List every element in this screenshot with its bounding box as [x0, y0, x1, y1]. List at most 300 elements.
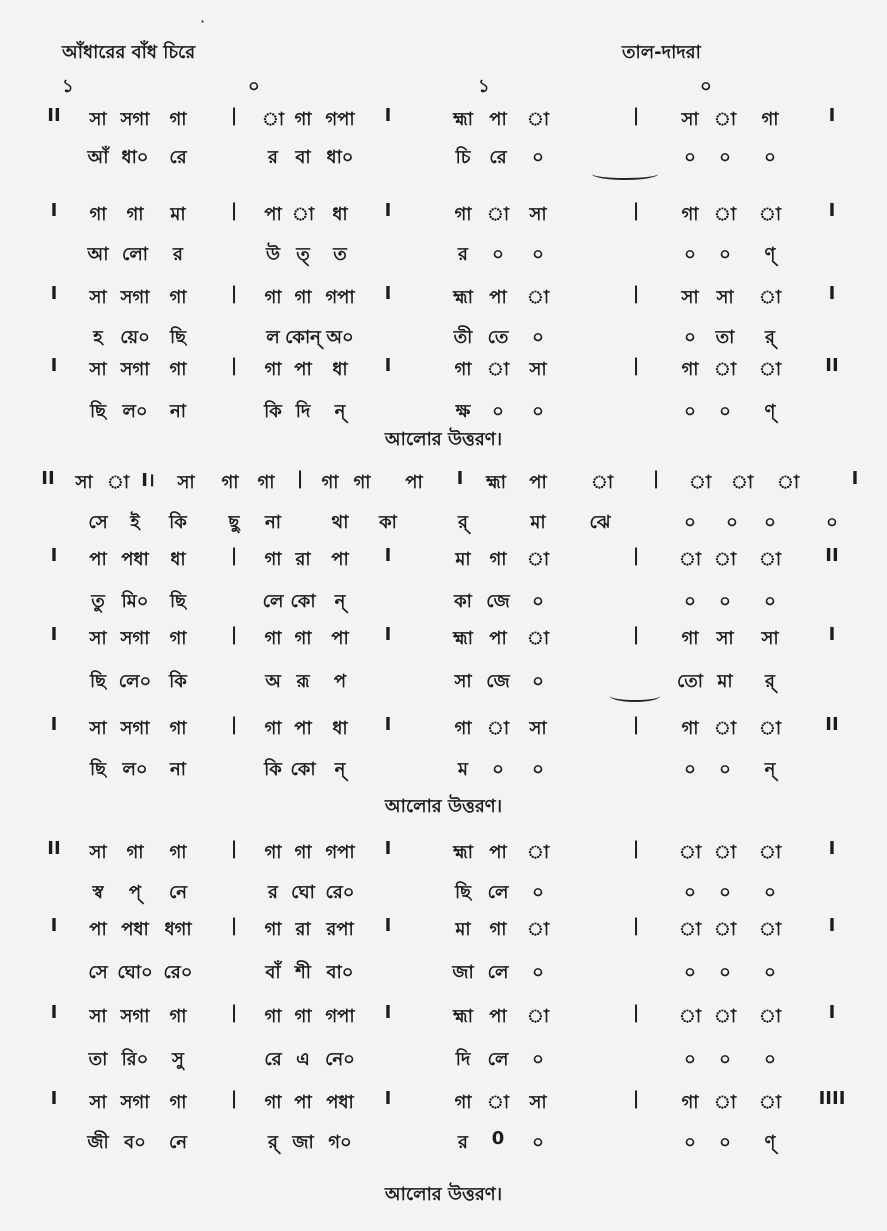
- lyric-syllable: ০: [719, 147, 731, 168]
- bar-separator: I: [50, 200, 58, 221]
- swara-note: সা: [716, 287, 734, 308]
- lyric-syllable: ০: [764, 882, 776, 903]
- swara-note: পা: [294, 1092, 312, 1113]
- swara-note: সা: [89, 1006, 107, 1027]
- lyric-syllable: কো: [290, 591, 316, 612]
- swara-note: া: [678, 1006, 702, 1027]
- bar-separator: I: [828, 283, 836, 304]
- swara-note: মা: [455, 549, 471, 570]
- lyric-syllable: ত: [333, 244, 347, 265]
- lyric-syllable: ছি: [454, 882, 472, 903]
- lyric-syllable: লে: [487, 1049, 509, 1070]
- swara-line: [0, 200, 887, 230]
- swara-note: সা: [89, 359, 107, 380]
- swara-note: গা: [454, 204, 472, 225]
- swara-note: রপা: [326, 919, 354, 940]
- lyric-syllable: কো: [290, 759, 316, 780]
- swara-note: গপা: [325, 287, 355, 308]
- lyric-syllable: ০: [764, 1049, 776, 1070]
- lyric-syllable: তা: [715, 327, 735, 348]
- bar-separator: |: [230, 838, 238, 859]
- swara-note: সগা: [120, 718, 150, 739]
- lyric-syllable: গ০: [328, 1132, 352, 1153]
- bar-separator: |: [230, 200, 238, 221]
- swara-note: া: [713, 718, 737, 739]
- swara-note: সগা: [120, 287, 150, 308]
- bar-separator: |: [230, 105, 238, 126]
- swara-note: রা: [295, 919, 311, 940]
- bar-separator: I: [828, 624, 836, 645]
- lyric-syllable: ছি: [169, 327, 187, 348]
- bar-separator: |: [632, 200, 640, 221]
- lyric-syllable: প্: [128, 882, 142, 903]
- bar-separator: |: [230, 714, 238, 735]
- lyric-syllable: র্: [268, 1132, 278, 1153]
- swara-note: পা: [489, 287, 507, 308]
- swara-note: া: [758, 549, 782, 570]
- swara-note: া: [688, 472, 712, 493]
- swara-note: মা: [170, 204, 186, 225]
- bar-separator: |: [632, 838, 640, 859]
- swara-note: গা: [264, 842, 282, 863]
- lyric-syllable: ধা০: [326, 147, 354, 168]
- lyric-syllable: কি: [169, 671, 187, 692]
- swara-note: পধা: [326, 1092, 354, 1113]
- bar-separator: II: [825, 545, 839, 566]
- lyric-syllable: জা: [292, 1132, 314, 1153]
- lyric-syllable: ন্: [764, 759, 776, 780]
- slur-mark: [610, 690, 660, 702]
- bar-separator: I: [50, 283, 58, 304]
- lyric-line: [0, 323, 887, 353]
- lyric-syllable: ০: [719, 591, 731, 612]
- lyric-syllable: অ: [265, 671, 281, 692]
- swara-note: হ্মা: [486, 472, 506, 493]
- bar-separator: |: [230, 915, 238, 936]
- swara-note: সা: [75, 472, 93, 493]
- lyric-syllable: ০: [764, 512, 776, 533]
- swara-note: সগা: [120, 109, 150, 130]
- lyric-syllable: জী: [87, 1132, 109, 1153]
- lyric-syllable: ০: [719, 882, 731, 903]
- lyric-syllable: ০: [684, 1049, 696, 1070]
- lyric-syllable: ণ্: [764, 1132, 776, 1153]
- lyric-line: [0, 240, 887, 270]
- bar-separator: |: [230, 283, 238, 304]
- swara-note: পা: [294, 359, 312, 380]
- swara-note: গা: [321, 472, 339, 493]
- bar-separator: IIII: [818, 1088, 846, 1109]
- swara-note: গপা: [325, 842, 355, 863]
- bar-separator: I: [456, 468, 464, 489]
- bar-separator: I: [384, 283, 392, 304]
- swara-note: া: [758, 359, 782, 380]
- lyric-syllable: ধা০: [121, 147, 149, 168]
- lyric-syllable: ০: [719, 244, 731, 265]
- swara-note: া: [526, 919, 550, 940]
- lyric-syllable: বাঁ: [265, 962, 281, 983]
- swara-line: [0, 355, 887, 385]
- swara-note: গা: [169, 842, 187, 863]
- bar-separator: I: [50, 915, 58, 936]
- lyric-syllable: লে: [487, 882, 509, 903]
- swara-line: [0, 838, 887, 868]
- bar-separator: II: [47, 105, 61, 126]
- lyric-syllable: কা: [454, 591, 472, 612]
- swara-note: হ্মা: [453, 1006, 473, 1027]
- lyric-syllable: ক্ষ: [455, 401, 471, 422]
- swara-note: া: [678, 919, 702, 940]
- swara-note: গা: [353, 472, 371, 493]
- bar-separator: I: [828, 105, 836, 126]
- lyric-line: [0, 397, 887, 427]
- tala-label: তাল-দাদরা: [622, 42, 701, 63]
- lyric-syllable: ছু: [228, 512, 240, 533]
- lyric-syllable: কোন্: [285, 327, 321, 348]
- lyric-syllable: কি: [264, 401, 282, 422]
- swara-note: া: [758, 718, 782, 739]
- swara-note: গা: [264, 1092, 282, 1113]
- swara-note: সা: [529, 718, 547, 739]
- bar-separator: I: [384, 200, 392, 221]
- swara-note: পা: [89, 919, 107, 940]
- bar-separator: |: [632, 545, 640, 566]
- swara-note: া: [758, 1092, 782, 1113]
- swara-note: গা: [681, 1092, 699, 1113]
- swara-note: গা: [264, 287, 282, 308]
- lyric-syllable: ত্: [296, 244, 310, 265]
- slur-mark: [592, 168, 658, 180]
- lyric-syllable: ছি: [89, 401, 107, 422]
- swara-note: গা: [169, 1006, 187, 1027]
- swara-note: সা: [681, 109, 699, 130]
- swara-line: [0, 1088, 887, 1118]
- swara-note: মা: [455, 919, 471, 940]
- swara-note: া: [526, 287, 550, 308]
- lyric-syllable: অ০: [326, 327, 354, 348]
- lyric-syllable: লো: [122, 244, 148, 265]
- bar-separator: |: [632, 1002, 640, 1023]
- swara-note: গা: [264, 628, 282, 649]
- song-title: আঁধারের বাঁধ চিরে: [62, 42, 196, 63]
- swara-note: া: [730, 472, 754, 493]
- lyric-syllable: না: [170, 759, 186, 780]
- lyric-syllable: দি: [455, 1049, 471, 1070]
- lyric-syllable: নে০: [325, 1049, 355, 1070]
- lyric-syllable: লে: [487, 962, 509, 983]
- lyric-syllable: জা: [452, 962, 474, 983]
- bar-separator: I: [384, 624, 392, 645]
- lyric-syllable: ০: [684, 759, 696, 780]
- bar-separator: I: [50, 714, 58, 735]
- lyric-syllable: থা: [331, 512, 349, 533]
- lyric-syllable: সু: [172, 1049, 184, 1070]
- lyric-syllable: ল০: [122, 759, 148, 780]
- bar-separator: |: [632, 355, 640, 376]
- lyric-syllable: ছি: [89, 671, 107, 692]
- lyric-syllable: 0: [491, 1128, 505, 1149]
- lyric-syllable: ০: [764, 147, 776, 168]
- lyric-syllable: দি: [295, 401, 311, 422]
- swara-note: পা: [89, 549, 107, 570]
- swara-note: সগা: [120, 359, 150, 380]
- bar-separator: |: [230, 1002, 238, 1023]
- swara-note: ধা: [332, 359, 348, 380]
- swara-note: পা: [405, 472, 423, 493]
- swara-note: া: [486, 718, 510, 739]
- swara-note: সা: [89, 842, 107, 863]
- swara-line: [0, 624, 887, 654]
- lyric-syllable: ০: [826, 512, 838, 533]
- bar-separator: |: [652, 468, 660, 489]
- swara-note: পা: [489, 109, 507, 130]
- swara-note: গা: [169, 1092, 187, 1113]
- bar-separator: I: [384, 915, 392, 936]
- lyric-syllable: উ: [265, 244, 281, 265]
- lyric-syllable: ০: [719, 401, 731, 422]
- swara-note: া: [758, 204, 782, 225]
- swara-note: া: [526, 109, 550, 130]
- lyric-syllable: ব০: [124, 1132, 146, 1153]
- swara-note: া: [486, 1092, 510, 1113]
- swara-note: গপা: [325, 109, 355, 130]
- swara-note: া: [678, 549, 702, 570]
- lyric-syllable: কি: [264, 759, 282, 780]
- lyric-syllable: ০: [492, 759, 504, 780]
- lyric-syllable: ০: [532, 244, 544, 265]
- swara-note: গা: [681, 628, 699, 649]
- swara-note: হ্মা: [453, 842, 473, 863]
- swara-note: গা: [126, 842, 144, 863]
- lyric-syllable: মা: [530, 512, 546, 533]
- refrain-line: আলোর উত্তরণ।: [384, 429, 503, 450]
- lyric-syllable: রে০: [163, 962, 193, 983]
- lyric-syllable: জে: [486, 591, 510, 612]
- swara-note: সা: [716, 628, 734, 649]
- lyric-syllable: ০: [684, 882, 696, 903]
- swara-note: সা: [177, 472, 195, 493]
- lyric-syllable: রি০: [121, 1049, 149, 1070]
- lyric-syllable: তো: [676, 671, 704, 692]
- lyric-syllable: জে: [486, 671, 510, 692]
- swara-note: া: [713, 842, 737, 863]
- swara-note: গা: [257, 472, 275, 493]
- swara-note: গা: [681, 359, 699, 380]
- lyric-syllable: ০: [532, 147, 544, 168]
- swara-note: গা: [454, 1092, 472, 1113]
- swara-note: গা: [169, 109, 187, 130]
- swara-note: সা: [89, 628, 107, 649]
- bar-separator: |: [632, 915, 640, 936]
- lyric-syllable: তে: [487, 327, 509, 348]
- swara-note: া: [713, 1092, 737, 1113]
- lyric-syllable: ০: [532, 327, 544, 348]
- beat-marker: ০: [700, 76, 712, 97]
- swara-note: া: [106, 472, 130, 493]
- bar-separator: II: [41, 468, 55, 489]
- swara-note: া: [758, 1006, 782, 1027]
- bar-separator: |: [296, 468, 304, 489]
- lyric-syllable: ছি: [89, 759, 107, 780]
- swara-note: া: [713, 1006, 737, 1027]
- bar-separator: I: [384, 1088, 392, 1109]
- swara-note: গা: [126, 204, 144, 225]
- swara-note: া: [713, 204, 737, 225]
- lyric-syllable: ০: [719, 1132, 731, 1153]
- lyric-syllable: র্: [765, 327, 775, 348]
- lyric-line: [0, 755, 887, 785]
- swara-note: গা: [169, 628, 187, 649]
- lyric-syllable: মি০: [121, 591, 149, 612]
- lyric-syllable: না: [170, 401, 186, 422]
- lyric-syllable: এ: [296, 1049, 310, 1070]
- swara-line: [0, 1002, 887, 1032]
- swara-note: গা: [169, 287, 187, 308]
- swara-note: া: [713, 359, 737, 380]
- lyric-syllable: ০: [492, 244, 504, 265]
- swara-note: গা: [454, 718, 472, 739]
- bar-separator: I: [384, 838, 392, 859]
- lyric-syllable: ল০: [122, 401, 148, 422]
- bar-separator: |: [230, 545, 238, 566]
- swara-note: ধা: [332, 204, 348, 225]
- lyric-syllable: র: [268, 147, 278, 168]
- swara-note: গা: [89, 204, 107, 225]
- swara-note: া: [526, 1006, 550, 1027]
- swara-note: ধগা: [164, 919, 192, 940]
- lyric-line: [0, 587, 887, 617]
- lyric-syllable: র্: [765, 671, 775, 692]
- swara-note: সা: [529, 204, 547, 225]
- swara-note: গা: [169, 718, 187, 739]
- bar-separator: I: [50, 1002, 58, 1023]
- lyric-syllable: ০: [764, 962, 776, 983]
- swara-line: [0, 468, 887, 498]
- swara-note: গা: [294, 109, 312, 130]
- swara-note: া: [590, 472, 614, 493]
- lyric-syllable: ০: [532, 1049, 544, 1070]
- swara-note: গা: [264, 549, 282, 570]
- lyric-syllable: ০: [684, 401, 696, 422]
- lyric-syllable: সা: [454, 671, 472, 692]
- swara-note: গা: [264, 1006, 282, 1027]
- swara-note: রা: [295, 549, 311, 570]
- lyric-syllable: ল: [266, 327, 280, 348]
- beat-marker: ১: [478, 76, 490, 97]
- refrain-line: আলোর উত্তরণ।: [384, 1184, 503, 1205]
- lyric-syllable: য়ে০: [120, 327, 150, 348]
- lyric-syllable: ০: [532, 882, 544, 903]
- bar-separator: |: [632, 624, 640, 645]
- lyric-syllable: ০: [684, 147, 696, 168]
- lyric-syllable: ছি: [169, 591, 187, 612]
- swara-note: পধা: [121, 919, 149, 940]
- lyric-syllable: র: [268, 882, 278, 903]
- swara-note: ধা: [332, 718, 348, 739]
- swara-note: পধা: [121, 549, 149, 570]
- bar-separator: |: [632, 714, 640, 735]
- lyric-syllable: আ: [87, 244, 109, 265]
- swara-note: সা: [529, 359, 547, 380]
- swara-note: া: [486, 359, 510, 380]
- lyric-syllable: ণ্: [764, 244, 776, 265]
- swara-note: পা: [331, 549, 349, 570]
- lyric-syllable: নে: [168, 1132, 188, 1153]
- lyric-syllable: ০: [764, 591, 776, 612]
- swara-note: া: [486, 204, 510, 225]
- swara-note: ধা: [170, 549, 186, 570]
- lyric-syllable: লে০: [118, 671, 152, 692]
- swara-note: া: [758, 287, 782, 308]
- refrain-line: আলোর উত্তরণ।: [384, 796, 503, 817]
- lyric-syllable: রে: [264, 1049, 282, 1070]
- swara-note: পা: [331, 628, 349, 649]
- swara-note: গা: [264, 718, 282, 739]
- lyric-syllable: বা: [295, 147, 311, 168]
- bar-separator: I: [828, 915, 836, 936]
- lyric-syllable: ০: [532, 962, 544, 983]
- bar-separator: I: [851, 468, 859, 489]
- lyric-syllable: ০: [719, 962, 731, 983]
- bar-separator: I: [384, 714, 392, 735]
- lyric-syllable: ণ্: [764, 401, 776, 422]
- swara-line: [0, 714, 887, 744]
- lyric-syllable: ন্: [334, 591, 346, 612]
- swara-note: সা: [89, 718, 107, 739]
- lyric-syllable: স্ব: [92, 882, 104, 903]
- lyric-syllable: ০: [684, 327, 696, 348]
- lyric-syllable: শী: [295, 962, 311, 983]
- swara-note: গা: [489, 549, 507, 570]
- swara-line: [0, 915, 887, 945]
- lyric-syllable: ০: [492, 401, 504, 422]
- swara-note: সা: [89, 287, 107, 308]
- swara-note: পা: [489, 842, 507, 863]
- bar-separator: I: [828, 838, 836, 859]
- swara-note: া: [526, 628, 550, 649]
- lyric-syllable: ০: [684, 244, 696, 265]
- lyric-syllable: ঘো: [291, 882, 315, 903]
- swara-note: পা: [264, 204, 282, 225]
- lyric-syllable: ০: [684, 1132, 696, 1153]
- lyric-syllable: রে: [169, 147, 187, 168]
- bar-separator: I: [384, 545, 392, 566]
- lyric-syllable: তী: [453, 327, 473, 348]
- bar-separator: |: [632, 105, 640, 126]
- lyric-syllable: ন্: [334, 401, 346, 422]
- swara-note: সা: [681, 287, 699, 308]
- swara-note: সগা: [120, 1092, 150, 1113]
- swara-note: সা: [761, 628, 779, 649]
- swara-note: া: [776, 472, 800, 493]
- bar-separator: II: [825, 355, 839, 376]
- bar-separator: I: [384, 105, 392, 126]
- swara-note: া: [713, 109, 737, 130]
- bar-separator: |: [632, 1088, 640, 1109]
- lyric-syllable: ০: [719, 1049, 731, 1070]
- swara-note: সা: [529, 1092, 547, 1113]
- lyric-syllable: বা০: [326, 962, 354, 983]
- lyric-syllable: তু: [91, 591, 105, 612]
- bar-separator: I: [50, 1088, 58, 1109]
- lyric-line: [0, 878, 887, 908]
- lyric-line: [0, 143, 887, 173]
- swara-note: া: [758, 842, 782, 863]
- lyric-syllable: ০: [684, 962, 696, 983]
- swara-note: সা: [89, 1092, 107, 1113]
- swara-note: া: [526, 549, 550, 570]
- lyric-syllable: লে: [262, 591, 284, 612]
